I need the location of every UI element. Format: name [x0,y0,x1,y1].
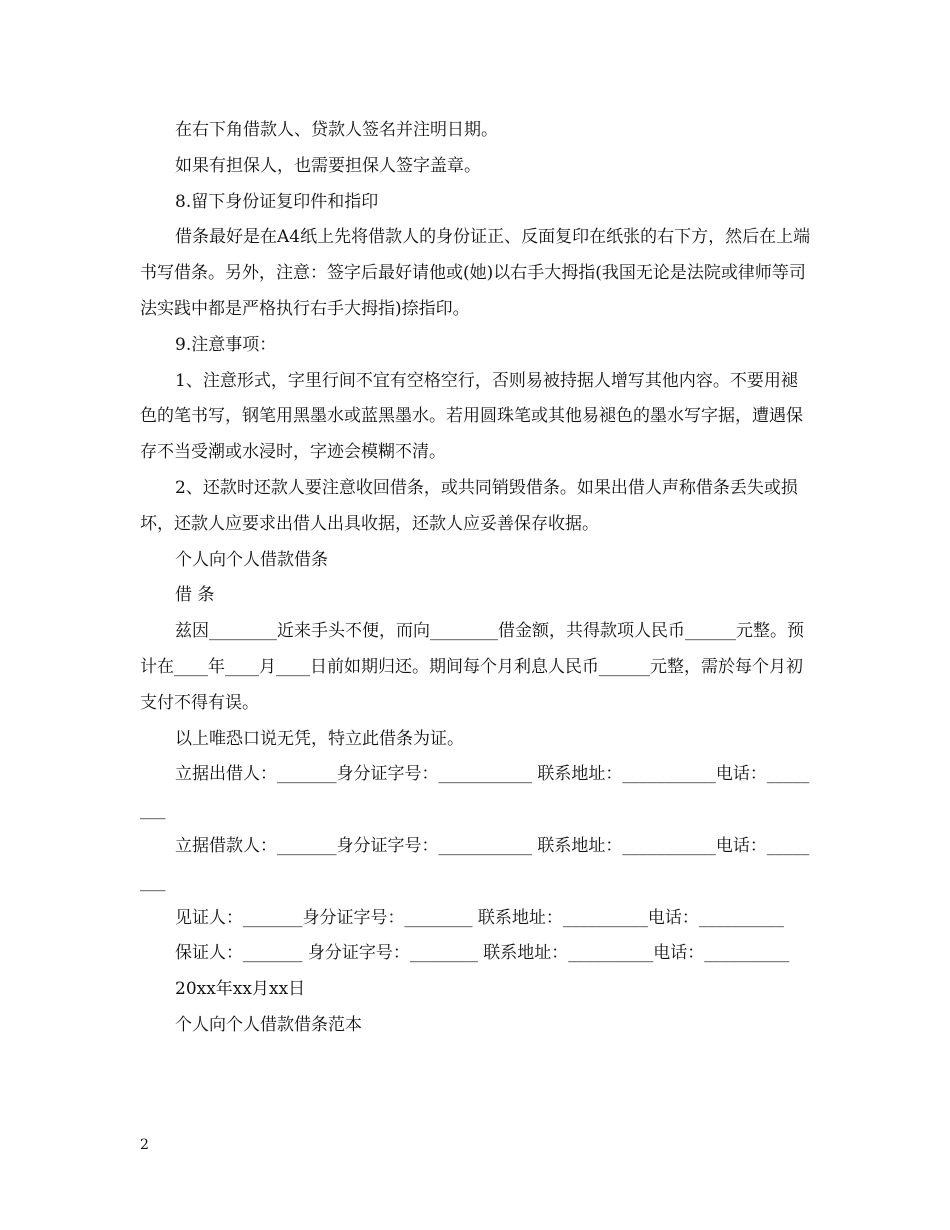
paragraph-sign-date: 在右下角借款人、贷款人签名并注明日期。 [175,120,498,140]
field-lender-line: 立据出借人：_______身分证字号：___________ 联系地址：___________电话：________ [140,764,810,821]
field-witness-line: 见证人：_______身分证字号：________ 联系地址：__________电话：__________ [175,907,784,928]
paragraph-iou-statement: 以上唯恐口说无凭，特立此借条为证。 [175,728,464,749]
heading-notes: 9.注意事项： [175,334,277,355]
heading-personal-loan-iou: 个人向个人借款借条 [175,549,328,570]
paragraph-iou-body: 兹因________近来手头不便，而向________借金额，共得款项人民币______元整。预计在____年____月____日前如期归还。期间每个月利息人民币______元整，需於每个月初支付不得有误。 [140,621,804,713]
heading-iou-title: 借 条 [175,585,215,606]
paragraph-guarantor-sign: 如果有担保人，也需要担保人签字盖章。 [175,155,481,176]
field-guarantor-line: 保证人：_______ 身分证字号：________ 联系地址：__________电话：__________ [175,943,790,964]
paragraph-template-title: 个人向个人借款借条范本 [175,1014,362,1035]
heading-id-copy-fingerprint: 8.留下身份证复印件和指印 [175,191,379,212]
paragraph-note-repayment: 2、还款时还款人要注意收回借条，或共同销毁借条。如果出借人声称借条丢失或损坏，还款人应要求出借人出具收据，还款人应妥善保存收据。 [140,477,798,534]
field-borrower-line: 立据借款人：_______身分证字号：___________ 联系地址：___________电话：________ [140,835,810,892]
paragraph-date: 20xx年xx月xx日 [175,979,306,1000]
paragraph-note-form: 1、注意形式，字里行间不宜有空格空行，否则易被持据人增写其他内容。不要用褪色的笔书写，钢笔用黑墨水或蓝黑墨水。若用圆珠笔或其他易褪色的墨水写字据，遭遇保存不当受潮或水浸时，字迹会模糊不清。 [140,370,803,463]
page-number: 2 [140,1137,149,1153]
document-body [140,113,812,1044]
paragraph-id-copy-instructions: 借条最好是在A4纸上先将借款人的身份证正、反面复印在纸张的右下方，然后在上端书写借条。另外，注意：签字后最好请他或(她)以右手大拇指(我国无论是法院或律师等司法实践中都是严格执行右手大拇指)捺指印。 [140,227,811,319]
